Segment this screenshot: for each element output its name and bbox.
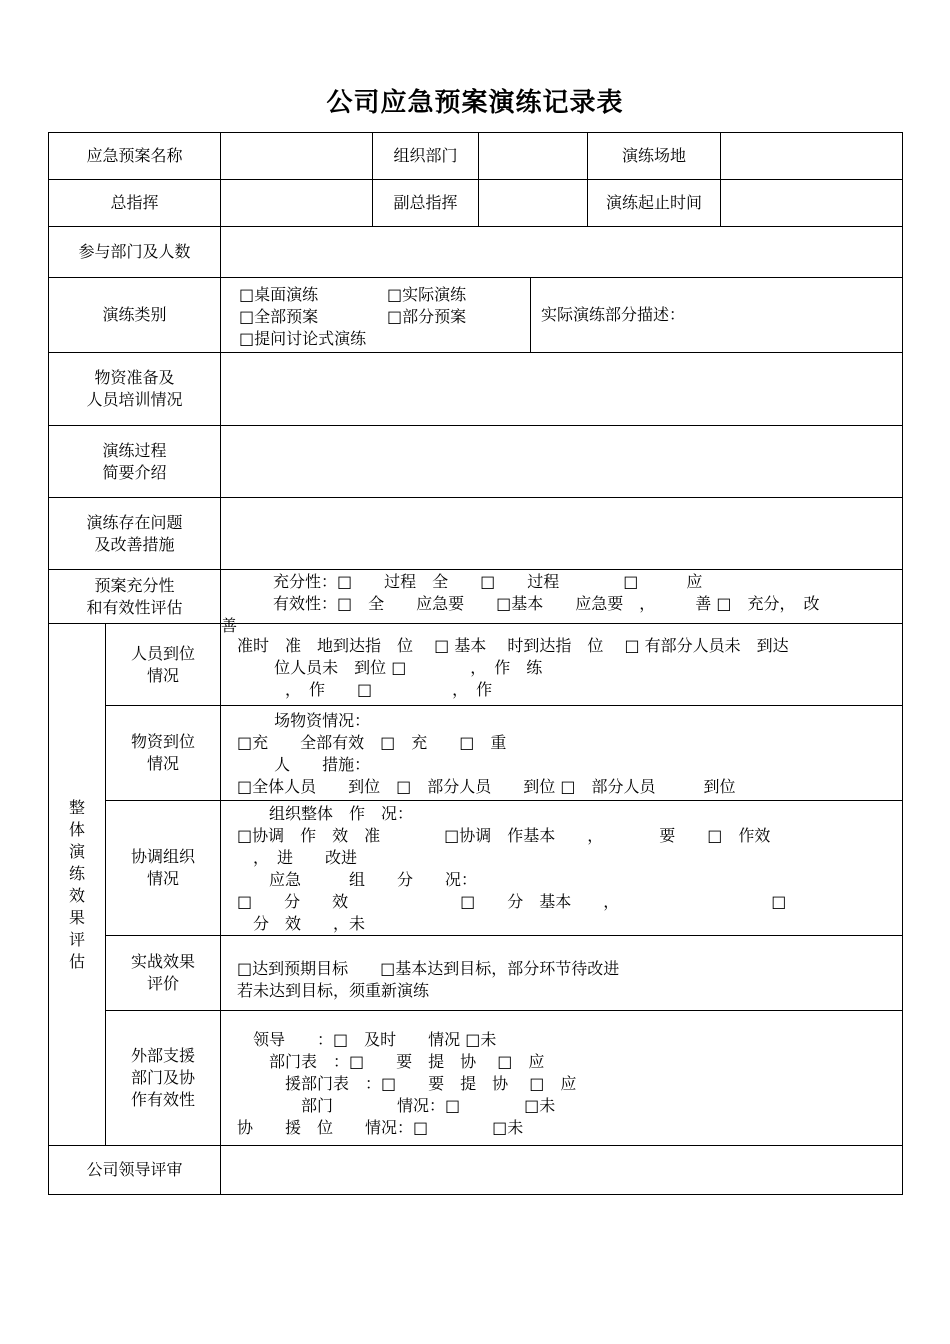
coordination-text-6: 分 效 ，未 <box>237 914 366 933</box>
external-support-line3: 作有效性 <box>131 1090 196 1109</box>
personnel-line2: 情况 <box>147 665 180 685</box>
adequacy-text-2: 有效性：□ 全 应急要 □基本 应急要 ， 善 □ 充分， 改 <box>273 593 820 613</box>
combat-effect-line1: 实战效果 <box>131 952 196 971</box>
materials-training-line2: 人员培训情况 <box>86 390 183 409</box>
site-label: 演练场地 <box>588 133 721 180</box>
leader-review-field[interactable] <box>221 1146 903 1195</box>
opt-discussion-drill[interactable]: □提问讨论式演练 <box>239 329 367 348</box>
materials-training-line1: 物资准备及 <box>94 368 175 387</box>
drill-record-form <box>48 132 903 1195</box>
adequacy-text-1: 充分性：□ 过程 全 □ 过程 □ 应 <box>273 571 703 591</box>
opt-desktop-drill[interactable]: □桌面演练 <box>239 285 319 304</box>
external-support-text-3: 援部门表 ：□ 要 提 协 □ 应 <box>237 1073 577 1093</box>
personnel-field <box>221 624 903 706</box>
external-support-label <box>106 1011 221 1146</box>
coordination-text-5: □ 分 效 □ 分 基本 ， □ <box>237 892 787 911</box>
personnel-text-2: 位人员未 到位 □ ， 作 练 <box>237 657 543 677</box>
materials-field <box>221 706 903 801</box>
materials-training-label <box>49 353 221 426</box>
drill-type-options <box>221 278 531 353</box>
overall-eval-label <box>49 624 106 1146</box>
plan-name-label: 应急预案名称 <box>49 133 221 180</box>
commander-field[interactable] <box>221 180 373 227</box>
combat-effect-label <box>106 936 221 1011</box>
problems-label <box>49 498 221 570</box>
problems-field[interactable] <box>221 498 903 570</box>
external-support-text-4: 部门 情况：□ □未 <box>237 1095 556 1115</box>
adequacy-text-3: 善 <box>221 615 238 635</box>
external-support-text-2: 部门表 ：□ 要 提 协 □ 应 <box>237 1051 545 1071</box>
external-support-text-1: 领导 ：□ 及时 情况 □未 <box>237 1029 497 1049</box>
personnel-label <box>106 624 221 706</box>
materials-text-1: 场物资情况： <box>237 711 371 730</box>
personnel-line1: 人员到位 <box>131 643 196 663</box>
coordination-label <box>106 801 221 936</box>
participants-label: 参与部门及人数 <box>49 227 221 278</box>
commander-label: 总指挥 <box>49 180 221 227</box>
coordination-text-2: □协调 作 效 准 □协调 作基本 ， 要 □ 作效 <box>237 826 771 845</box>
page-title: 公司应急预案演练记录表 <box>326 88 624 118</box>
time-label: 演练起止时间 <box>588 180 721 227</box>
materials-text-3: 人 措施： <box>237 755 371 774</box>
combat-effect-line2: 评价 <box>147 974 180 993</box>
coordination-line2: 情况 <box>147 869 180 888</box>
external-support-text-5: 协 援 位 情况：□ □未 <box>237 1117 524 1137</box>
overall-char-7: 评 <box>68 929 85 949</box>
combat-effect-text-1[interactable]: □达到预期目标 □基本达到目标，部分环节待改进 <box>237 959 620 978</box>
coordination-text-4: 应急 组 分 况： <box>237 870 478 889</box>
combat-effect-field <box>221 936 903 1011</box>
plan-name-field[interactable] <box>221 133 373 180</box>
overall-char-1: 整 <box>68 797 85 817</box>
coordination-line1: 协调组织 <box>131 847 196 866</box>
opt-actual-drill[interactable]: □实际演练 <box>387 285 467 304</box>
process-summary-line2: 简要介绍 <box>102 462 167 482</box>
overall-char-6: 果 <box>68 907 85 927</box>
adequacy-field <box>221 570 903 635</box>
combat-effect-text-2: 若未达到目标，须重新演练 <box>237 981 430 1000</box>
process-summary-line1: 演练过程 <box>102 440 167 460</box>
process-summary-label <box>49 426 221 498</box>
process-summary-field[interactable] <box>221 426 903 498</box>
problems-line2: 及改善措施 <box>94 534 175 554</box>
overall-char-4: 练 <box>68 863 85 883</box>
time-field[interactable] <box>721 180 903 227</box>
overall-char-8: 估 <box>68 951 85 971</box>
personnel-text-1: 准时 准 地到达指 位 □ 基本 时到达指 位 □ 有部分人员未 到达 <box>237 635 789 655</box>
coordination-text-3: ， 进 改进 <box>237 848 358 867</box>
actual-drill-desc-label: 实际演练部分描述： <box>541 305 686 324</box>
materials-line1: 物资到位 <box>131 732 196 751</box>
opt-partial-plan[interactable]: □部分预案 <box>387 307 467 326</box>
materials-text-2: □充 全部有效 □ 充 □ 重 <box>237 733 507 752</box>
adequacy-line2: 和有效性评估 <box>86 597 183 617</box>
site-field[interactable] <box>721 133 903 180</box>
opt-full-plan[interactable]: □全部预案 <box>239 307 319 326</box>
deputy-field[interactable] <box>479 180 588 227</box>
materials-text-4: □全体人员 到位 □ 部分人员 到位 □ 部分人员 到位 <box>237 777 736 796</box>
adequacy-label <box>49 570 221 624</box>
adequacy-line1: 预案充分性 <box>94 575 175 595</box>
participants-field[interactable] <box>221 227 903 278</box>
actual-drill-desc[interactable] <box>531 278 903 353</box>
coordination-field <box>221 801 903 936</box>
leader-review-label: 公司领导评审 <box>49 1146 221 1195</box>
coordination-text-1: 组织整体 作 况： <box>237 804 414 823</box>
overall-char-2: 体 <box>68 819 85 839</box>
materials-training-field[interactable] <box>221 353 903 426</box>
personnel-text-3: ， 作 □ ， 作 <box>237 679 493 699</box>
external-support-line1: 外部支援 <box>131 1046 196 1065</box>
materials-line2: 情况 <box>147 754 180 773</box>
org-dept-label: 组织部门 <box>373 133 479 180</box>
materials-label <box>106 706 221 801</box>
drill-type-label: 演练类别 <box>49 278 221 353</box>
deputy-label: 副总指挥 <box>373 180 479 227</box>
overall-char-5: 效 <box>68 885 85 905</box>
external-support-line2: 部门及协 <box>131 1068 196 1087</box>
external-support-field <box>221 1011 903 1146</box>
org-dept-field[interactable] <box>479 133 588 180</box>
problems-line1: 演练存在问题 <box>86 512 183 532</box>
overall-char-3: 演 <box>68 841 85 861</box>
